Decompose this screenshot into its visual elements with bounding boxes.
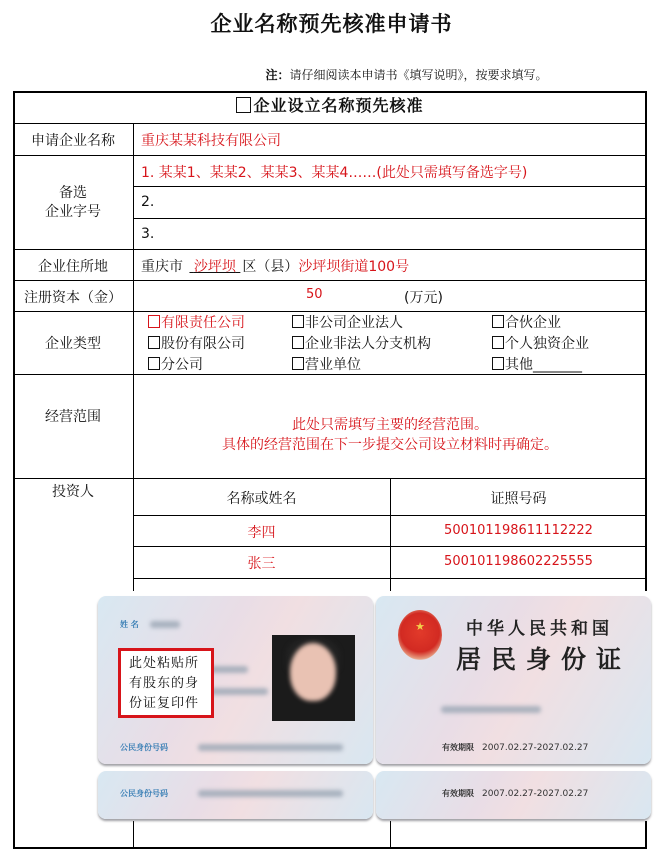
id-card-copies — [93, 591, 655, 821]
validity-period — [442, 788, 588, 799]
registered-capital-unit: (万元) — [404, 290, 443, 306]
id-number-label: 公民身份号码 — [120, 743, 168, 752]
paste-instruction-box — [118, 648, 214, 718]
alternate-names-label — [13, 184, 133, 222]
company-type-option[interactable] — [148, 333, 245, 353]
national-emblem-icon: ★ — [398, 610, 442, 660]
checkbox-icon — [148, 336, 160, 349]
company-type-option[interactable] — [492, 333, 589, 353]
page-title: 企业名称预先核准申请书 — [210, 11, 453, 36]
investor-id-column-header: 证照号码 — [490, 491, 547, 507]
company-type-option[interactable] — [148, 354, 203, 374]
applicant-name-label: 申请企业名称 — [31, 133, 115, 149]
option-label: 企业非法人分支机构 — [305, 336, 431, 352]
investor-id-cell[interactable]: 500101198611112222 — [444, 523, 593, 538]
section-header-label: 企业设立名称预先核准 — [253, 96, 424, 115]
address-street: 沙坪坝街道100号 — [298, 259, 410, 275]
row-divider — [13, 123, 647, 124]
id-card-front-copy — [98, 771, 373, 819]
investor-name-cell[interactable]: 李四 — [247, 525, 276, 541]
company-type-option[interactable] — [292, 354, 361, 374]
alternate-name-3-field[interactable]: 3. — [141, 226, 155, 242]
checkbox-icon — [292, 336, 304, 349]
company-type-option[interactable] — [492, 312, 561, 332]
option-label: 个人独资企业 — [505, 336, 589, 352]
row-divider — [13, 155, 647, 156]
validity-label: 有效期限 — [442, 743, 474, 752]
investor-id-cell[interactable]: 500101198602225555 — [444, 554, 593, 569]
alternate-names-label-line1: 备选 — [59, 185, 87, 201]
investor-name-column-header: 名称或姓名 — [226, 491, 297, 507]
business-scope-field[interactable] — [133, 415, 647, 455]
option-label: 其他_______ — [505, 357, 582, 373]
checkbox-icon — [492, 315, 504, 328]
id-number-label: 公民身份号码 — [120, 789, 168, 798]
row-divider — [13, 249, 647, 250]
note-prefix: 注： — [265, 68, 290, 82]
investor-name-cell[interactable]: 张三 — [247, 556, 276, 572]
address-field[interactable] — [141, 256, 409, 276]
validity-period — [442, 742, 588, 753]
id-card-back-copy — [376, 771, 651, 819]
registered-capital-field[interactable]: 50 — [306, 287, 323, 302]
investors-label: 投资人 — [52, 484, 94, 500]
instruction-note — [0, 66, 663, 83]
card-country: 中华人民共和国 — [466, 619, 613, 639]
checkbox-icon — [148, 357, 160, 370]
card-title: 居民身份证 — [456, 645, 632, 674]
blurred-text — [208, 688, 268, 695]
checkbox-icon — [148, 315, 160, 328]
validity-value: 2007.02.27-2027.02.27 — [482, 789, 589, 799]
checkbox-icon — [492, 357, 504, 370]
checkbox-icon — [492, 336, 504, 349]
checkbox-icon — [292, 357, 304, 370]
section-checkbox[interactable] — [236, 97, 251, 113]
paste-instruction-line1: 此处粘贴所 — [129, 656, 200, 671]
id-name-label: 姓 名 — [120, 620, 139, 629]
row-divider — [13, 280, 647, 281]
row-divider — [13, 478, 647, 479]
blurred-issuer — [441, 706, 541, 713]
company-type-option[interactable] — [292, 312, 403, 332]
business-scope-line1: 此处只需填写主要的经营范围。 — [292, 417, 488, 433]
blurred-id-number — [198, 744, 343, 751]
address-city: 重庆市 — [141, 259, 183, 275]
business-scope-label: 经营范围 — [45, 409, 101, 425]
business-scope-line2: 具体的经营范围在下一步提交公司设立材料时再确定。 — [222, 437, 558, 453]
blurred-id-number — [198, 790, 343, 797]
option-label: 营业单位 — [305, 357, 361, 373]
row-divider — [133, 186, 647, 187]
section-header — [13, 93, 647, 116]
applicant-name-field[interactable]: 重庆某某科技有限公司 — [141, 133, 281, 149]
registered-capital-label: 注册资本（金） — [24, 290, 122, 306]
blurred-name — [150, 621, 180, 628]
address-district-suffix: 区（县） — [242, 259, 299, 275]
address-label: 企业住所地 — [38, 259, 108, 275]
row-divider — [133, 218, 647, 219]
option-label: 有限责任公司 — [161, 315, 245, 331]
paste-instruction-line2: 有股东的身 — [129, 676, 200, 691]
company-type-option[interactable] — [492, 354, 582, 374]
company-type-label: 企业类型 — [45, 336, 101, 352]
option-label: 股份有限公司 — [161, 336, 245, 352]
company-type-option[interactable] — [148, 312, 245, 332]
validity-value: 2007.02.27-2027.02.27 — [482, 743, 589, 753]
id-card-front — [98, 596, 373, 764]
alternate-names-label-line2: 企业字号 — [45, 204, 101, 220]
id-photo — [272, 635, 355, 721]
note-text: 请仔细阅读本申请书《填写说明》，按要求填写。 — [289, 68, 548, 82]
photo-face — [290, 643, 336, 701]
option-label: 非公司企业法人 — [305, 315, 403, 331]
option-label: 分公司 — [161, 357, 203, 373]
id-card-back — [376, 596, 651, 764]
address-district: 沙坪坝 — [193, 259, 236, 275]
blurred-text — [208, 666, 248, 673]
alternate-name-2-field[interactable]: 2. — [141, 194, 155, 210]
paste-instruction-line3: 份证复印件 — [129, 696, 200, 711]
address-district-underline — [187, 259, 242, 275]
checkbox-icon — [292, 315, 304, 328]
option-label: 合伙企业 — [505, 315, 561, 331]
validity-label: 有效期限 — [442, 789, 474, 798]
company-type-option[interactable] — [292, 333, 431, 353]
row-divider — [13, 374, 647, 375]
alternate-name-1-field[interactable]: 1. 某某1、某某2、某某3、某某4……(此处只需填写备选字号) — [141, 165, 528, 181]
